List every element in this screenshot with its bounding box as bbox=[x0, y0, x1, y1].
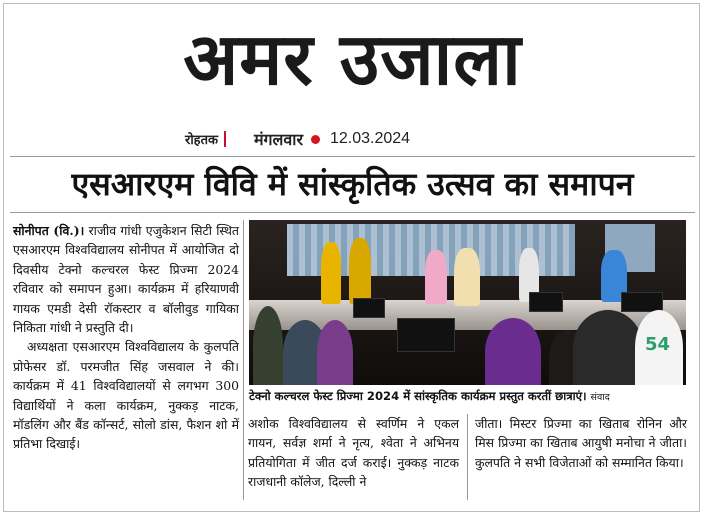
edition-city: रोहतक bbox=[185, 133, 218, 148]
article-headline: एसआरएम विवि में सांस्कृतिक उत्सव का समापन bbox=[71, 165, 634, 203]
audience-figure bbox=[635, 310, 683, 385]
dancer-figure bbox=[454, 248, 480, 306]
audience-figure bbox=[317, 320, 353, 385]
article-paragraph-3: अशोक विश्वविद्यालय से स्वर्णिम ने एकल गायन, सर्वज्ञ शर्मा ने नृत्य, श्वेता ने अभिनय प्रतियोगिता में जीत दर्ज कराई। नुक्कड़ नाटक राजधानी कॉलेज, दिल्ली ने bbox=[248, 416, 459, 490]
stage-speaker bbox=[353, 298, 385, 318]
headline-bottom-rule bbox=[10, 212, 695, 213]
article-column-1 bbox=[13, 221, 239, 454]
audience-figure bbox=[573, 310, 643, 385]
photo-caption-text: टेक्नो कल्चरल फेस्ट प्रिज्मा 2024 में सांस्कृतिक कार्यक्रम प्रस्तुत करतीं छात्राएं। bbox=[249, 389, 587, 403]
stage-speaker bbox=[397, 318, 455, 352]
audience-figure bbox=[253, 306, 283, 385]
headline-top-rule bbox=[10, 156, 695, 157]
publication-date: 12.03.2024 bbox=[330, 130, 411, 147]
photo-caption bbox=[249, 385, 686, 407]
dateline-divider bbox=[224, 131, 226, 147]
article-paragraph-2: अध्यक्षता एसआरएम विश्वविद्यालय के कुलपति प्रोफेसर डॉ. परमजीत सिंह जसवाल ने की। कार्यक्रम में 41 विश्वविद्यालयों से लगभग 300 विद्यार्थियों ने कला कार्यक्रम, नुक्कड़ नाटक, मॉडलिंग और बैंड कॉन्सर्ट, सोलो डांस, फैशन शो में प्रतिभा दिखाई। bbox=[13, 339, 239, 452]
article-dateline: सोनीपत (वि.)। bbox=[13, 223, 85, 238]
audience-tshirt-number: 54 bbox=[645, 334, 671, 355]
dateline-dot-icon bbox=[311, 135, 320, 144]
audience-figure bbox=[485, 318, 541, 385]
article-column-2 bbox=[248, 414, 459, 492]
column-divider bbox=[467, 414, 468, 500]
article-paragraph-1-body: राजीव गांधी एजुकेशन सिटी स्थित एसआरएम विश्वविद्यालय सोनीपत में आयोजित दो दिवसीय टेक्नो कल्चरल फेस्ट प्रिज्मा 2024 रविवार को समापन हुआ। कार्यक्रम में हरियाणवी गायक एमडी देसी रॉकस्टार व बॉलीवुड गायिका निकिता गांधी ने प्रस्तुति दी। bbox=[13, 223, 239, 336]
article-paragraph-4: जीता। मिस्टर प्रिज्मा का खिताब रोनिन और मिस प्रिज्मा का खिताब आयुषी मनोचा ने जीता। कुलपति ने सभी विजेताओं को सम्मानित किया। bbox=[475, 416, 687, 470]
newspaper-masthead: अमर उजाला bbox=[183, 17, 522, 101]
photo-credit: संवाद bbox=[590, 392, 610, 403]
dancer-figure bbox=[321, 242, 341, 304]
article-paragraph-1 bbox=[13, 221, 239, 337]
dancer-figure bbox=[425, 250, 447, 304]
dancer-figure bbox=[349, 238, 371, 304]
article-column-3 bbox=[475, 414, 687, 472]
event-photo bbox=[249, 220, 686, 385]
stage-speaker bbox=[529, 292, 563, 312]
column-divider bbox=[243, 220, 244, 500]
publication-day: मंगलवार bbox=[253, 130, 303, 149]
dateline bbox=[185, 128, 410, 150]
stage-speaker bbox=[621, 292, 663, 312]
